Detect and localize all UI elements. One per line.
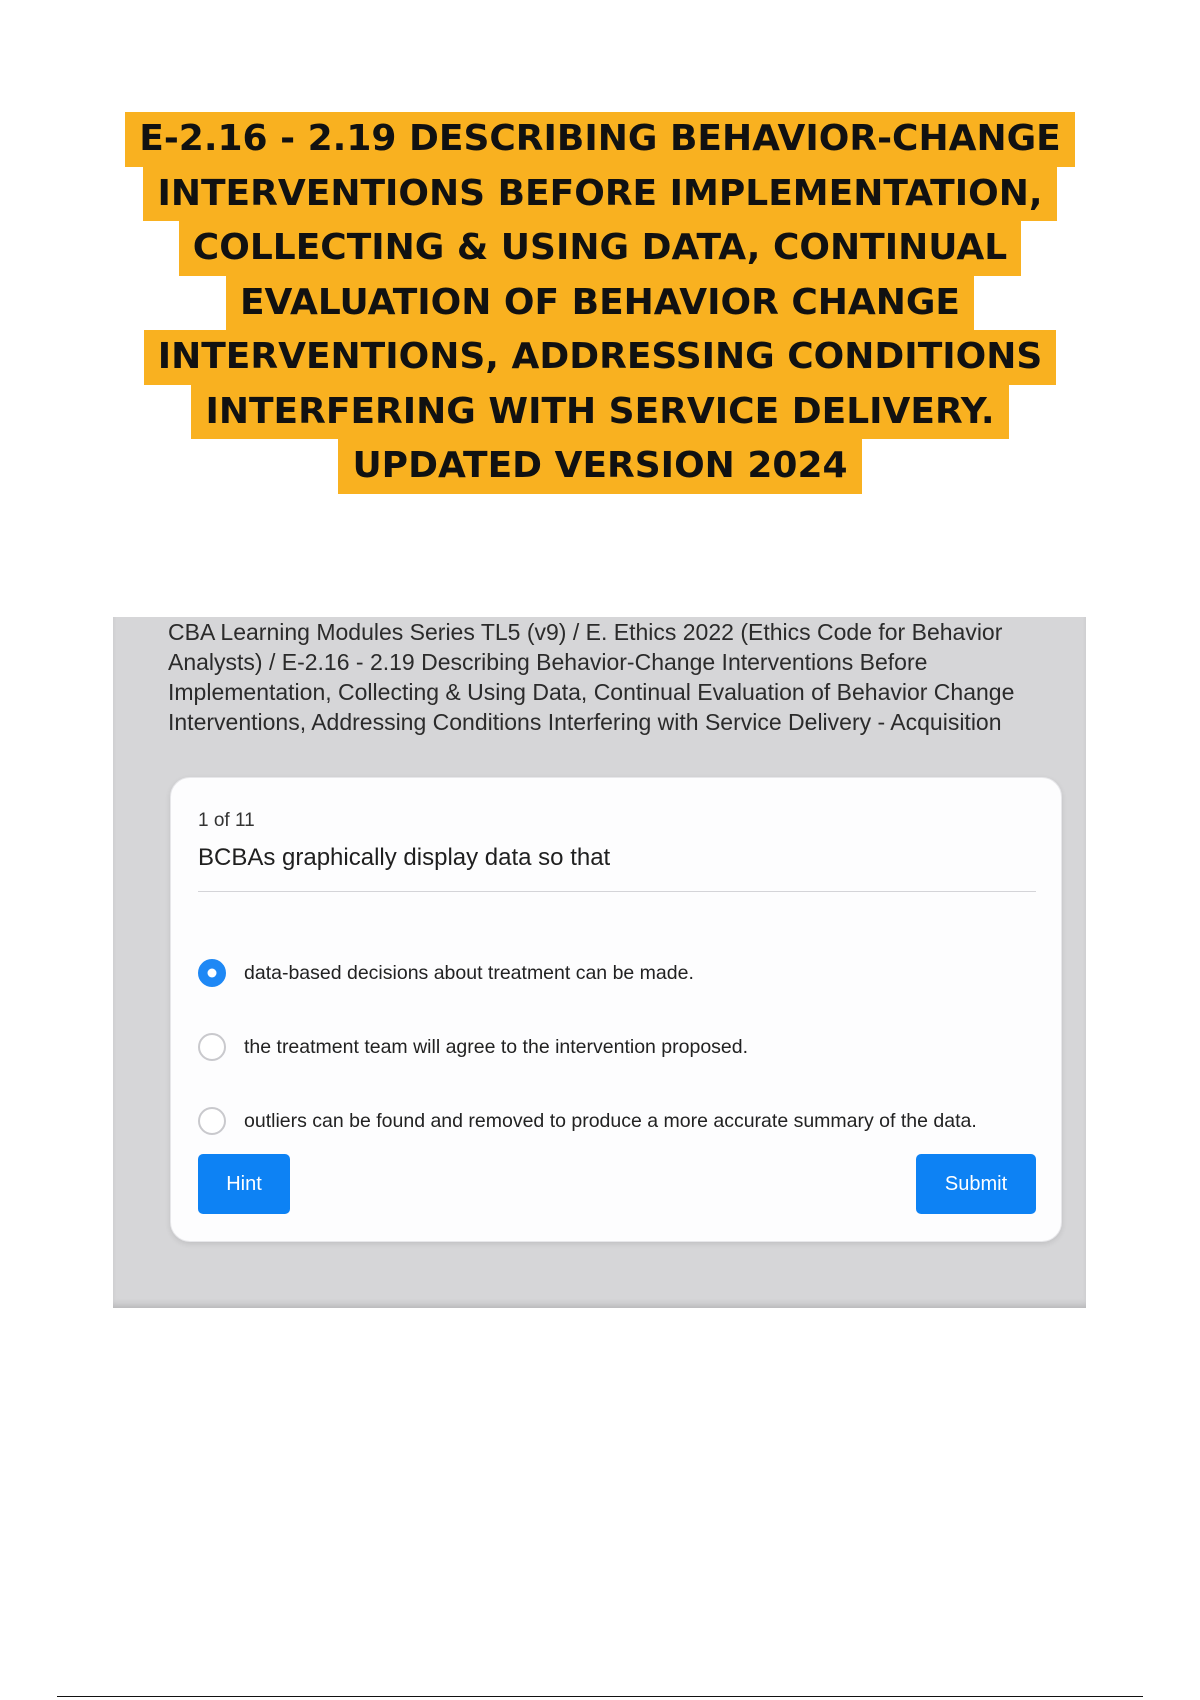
question-text: BCBAs graphically display data so that xyxy=(198,844,611,871)
answer-option-label: outliers can be found and removed to produce a more accurate summary of the data. xyxy=(244,1109,977,1132)
title-line: COLLECTING & USING DATA, CONTINUAL xyxy=(179,221,1021,276)
divider xyxy=(198,891,1036,892)
title-line: INTERVENTIONS, ADDRESSING CONDITIONS xyxy=(144,330,1057,385)
radio-unselected-icon[interactable] xyxy=(198,1033,226,1061)
radio-unselected-icon[interactable] xyxy=(198,1107,226,1135)
title-line: EVALUATION OF BEHAVIOR CHANGE xyxy=(226,276,974,331)
breadcrumb: CBA Learning Modules Series TL5 (v9) / E. Ethics 2022 (Ethics Code for Behavior Analysts) / E-2.16 - 2.19 Describing Behavior-Change Interventions Before Implementation, Collecting & Using Data, Continual Evaluation of Behavior Change Interventions, Addressing Conditions Interfering with Service Delivery - Acquisition xyxy=(168,619,1015,735)
question-counter: 1 of 11 xyxy=(198,810,255,831)
answer-option-label: data-based decisions about treatment can be made. xyxy=(244,961,694,984)
page-footer-rule xyxy=(57,1696,1143,1697)
radio-selected-icon[interactable] xyxy=(198,959,226,987)
document-title xyxy=(0,112,1200,494)
answer-option-label: the treatment team will agree to the intervention proposed. xyxy=(244,1035,749,1058)
submit-button[interactable]: Submit xyxy=(916,1154,1036,1214)
title-line: INTERVENTIONS BEFORE IMPLEMENTATION, xyxy=(143,167,1056,222)
title-line: UPDATED VERSION 2024 xyxy=(338,439,861,494)
answer-option-2[interactable] xyxy=(198,1030,748,1064)
answer-option-3[interactable] xyxy=(198,1104,977,1138)
hint-button[interactable]: Hint xyxy=(198,1154,290,1214)
title-line: INTERFERING WITH SERVICE DELIVERY. xyxy=(191,385,1008,440)
answer-option-1[interactable] xyxy=(198,956,694,990)
quiz-screenshot xyxy=(113,617,1086,1308)
title-line: E-2.16 - 2.19 DESCRIBING BEHAVIOR-CHANGE xyxy=(125,112,1074,167)
question-card xyxy=(170,777,1062,1242)
